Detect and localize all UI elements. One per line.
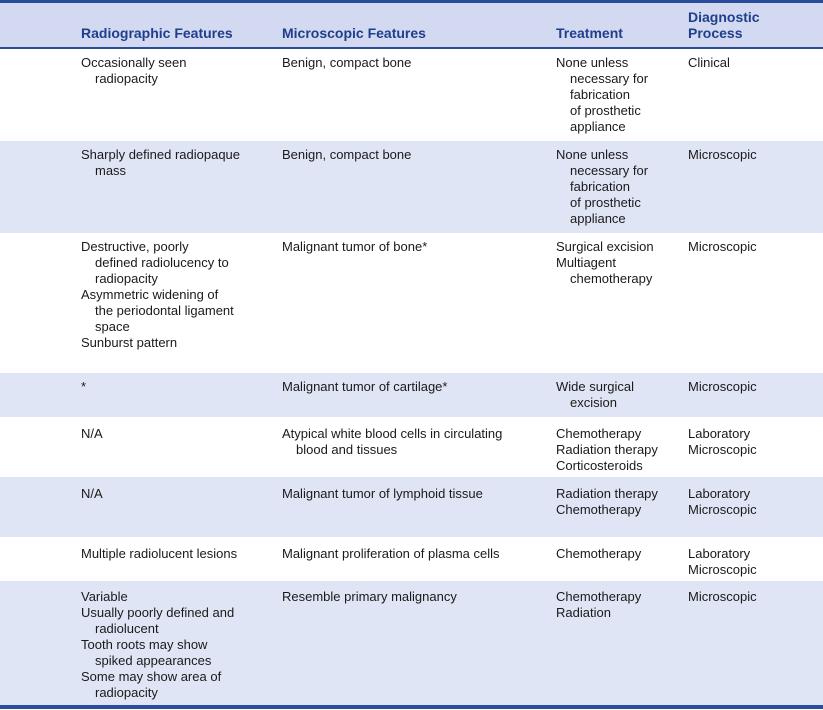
cell-diagnostic	[688, 379, 818, 395]
cell-line: N/A	[81, 426, 103, 441]
cell-microscopic	[282, 239, 547, 255]
cell-diagnostic	[688, 239, 818, 255]
cell-line: Laboratory	[688, 546, 751, 561]
cell-line: space	[95, 319, 130, 334]
cell-treatment	[556, 486, 681, 518]
cell-treatment	[556, 546, 681, 562]
cell-line: Tooth roots may show	[81, 637, 208, 652]
cell-line: None unless	[556, 55, 629, 70]
cell-line: Microscopic	[688, 239, 757, 254]
bottom-rule	[0, 705, 823, 709]
cell-line: Chemotherapy	[556, 502, 642, 517]
cell-diagnostic	[688, 546, 818, 578]
cell-line: of prosthetic	[570, 195, 641, 210]
cell-line: Corticosteroids	[556, 458, 643, 473]
cell-diagnostic	[688, 55, 818, 71]
cell-microscopic	[282, 486, 547, 502]
cell-microscopic	[282, 546, 547, 562]
cell-line: Sharply defined radiopaque	[81, 147, 241, 162]
cell-line: Malignant tumor of lymphoid tissue	[282, 486, 483, 501]
cell-line: Resemble primary malignancy	[282, 589, 457, 604]
cell-radiographic	[81, 379, 271, 395]
cell-radiographic	[81, 55, 271, 87]
cell-radiographic	[81, 486, 271, 502]
cell-line: Malignant tumor of bone*	[282, 239, 428, 254]
cell-line: Radiation therapy	[556, 486, 658, 501]
cell-line: defined radiolucency to	[95, 255, 229, 270]
table-row	[0, 233, 823, 373]
header-treatment: Treatment	[556, 25, 623, 41]
cell-line: Microscopic	[688, 147, 757, 162]
cell-line: Chemotherapy	[556, 589, 642, 604]
cell-line: necessary for	[570, 71, 649, 86]
cell-line: Microscopic	[688, 589, 757, 604]
cell-microscopic	[282, 426, 547, 458]
table-row	[0, 49, 823, 141]
cell-line: Microscopic	[688, 562, 757, 577]
cell-diagnostic	[688, 147, 818, 163]
cell-line: Some may show area of	[81, 669, 222, 684]
cell-treatment	[556, 379, 681, 411]
cell-line: Chemotherapy	[556, 546, 642, 561]
cell-line: Multiagent	[556, 255, 616, 270]
cell-line: Microscopic	[688, 442, 757, 457]
cell-line: Malignant tumor of cartilage*	[282, 379, 448, 394]
cell-line: N/A	[81, 486, 103, 501]
header-radiographic: Radiographic Features	[81, 25, 233, 41]
table-row	[0, 417, 823, 477]
cell-diagnostic	[688, 486, 818, 518]
cell-line: appliance	[570, 119, 626, 134]
cell-radiographic	[81, 426, 271, 442]
header-microscopic: Microscopic Features	[282, 25, 426, 41]
cell-diagnostic	[688, 426, 818, 458]
table-row	[0, 477, 823, 537]
cell-line: excision	[570, 395, 617, 410]
cell-microscopic	[282, 589, 547, 605]
cell-line: *	[81, 379, 87, 394]
cell-line: radiolucent	[95, 621, 159, 636]
cell-line: Laboratory	[688, 426, 751, 441]
cell-line: appliance	[570, 211, 626, 226]
cell-line: mass	[95, 163, 127, 178]
table-row	[0, 373, 823, 417]
cell-line: Variable	[81, 589, 128, 604]
cell-line: Chemotherapy	[556, 426, 642, 441]
cell-microscopic	[282, 55, 547, 71]
header-diagnostic-line2: Process	[688, 25, 743, 41]
cell-line: Radiation	[556, 605, 611, 620]
cell-line: Usually poorly defined and	[81, 605, 235, 620]
cell-line: spiked appearances	[95, 653, 212, 668]
cell-line: fabrication	[570, 87, 630, 102]
cell-line: Clinical	[688, 55, 730, 70]
cell-line: radiopacity	[95, 685, 158, 700]
cell-line: Destructive, poorly	[81, 239, 189, 254]
cell-line: of prosthetic	[570, 103, 641, 118]
cell-line: Multiple radiolucent lesions	[81, 546, 238, 561]
cell-line: the periodontal ligament	[95, 303, 234, 318]
cell-line: Atypical white blood cells in circulating	[282, 426, 503, 441]
cell-radiographic	[81, 589, 271, 701]
cell-line: Laboratory	[688, 486, 751, 501]
cell-line: Microscopic	[688, 379, 757, 394]
cell-line: radiopacity	[95, 271, 158, 286]
cell-line: Benign, compact bone	[282, 55, 412, 70]
cell-treatment	[556, 239, 681, 287]
table-row	[0, 141, 823, 233]
cell-line: necessary for	[570, 163, 649, 178]
table-row	[0, 537, 823, 581]
header-diagnostic-line1: Diagnostic	[688, 9, 760, 25]
cell-radiographic	[81, 239, 271, 351]
cell-microscopic	[282, 379, 547, 395]
cell-treatment	[556, 147, 681, 227]
cell-line: Microscopic	[688, 502, 757, 517]
cell-microscopic	[282, 147, 547, 163]
cell-treatment	[556, 55, 681, 135]
cell-line: Surgical excision	[556, 239, 654, 254]
cell-line: radiopacity	[95, 71, 158, 86]
cell-line: Asymmetric widening of	[81, 287, 219, 302]
cell-line: chemotherapy	[570, 271, 653, 286]
cell-radiographic	[81, 546, 271, 562]
cell-line: None unless	[556, 147, 629, 162]
cell-line: Occasionally seen	[81, 55, 187, 70]
cell-line: blood and tissues	[296, 442, 398, 457]
header-diagnostic	[688, 9, 760, 41]
cell-line: Wide surgical	[556, 379, 635, 394]
table-header	[0, 3, 823, 49]
cell-treatment	[556, 589, 681, 621]
cell-line: Benign, compact bone	[282, 147, 412, 162]
cell-radiographic	[81, 147, 271, 179]
cell-line: Radiation therapy	[556, 442, 658, 457]
cell-diagnostic	[688, 589, 818, 605]
cell-treatment	[556, 426, 681, 474]
cell-line: Sunburst pattern	[81, 335, 178, 350]
table-row	[0, 581, 823, 705]
cell-line: Malignant proliferation of plasma cells	[282, 546, 500, 561]
cell-line: fabrication	[570, 179, 630, 194]
